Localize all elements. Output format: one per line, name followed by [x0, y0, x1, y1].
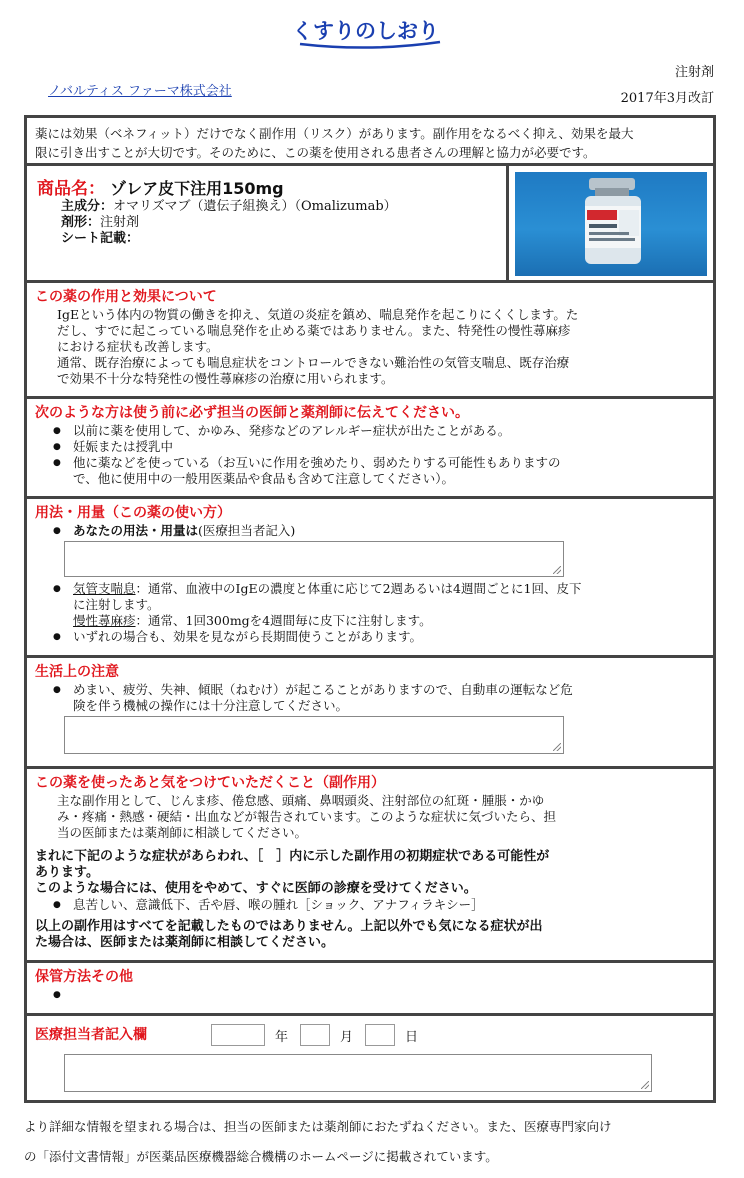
month-label: 月 [340, 1029, 354, 1045]
day-label: 日 [405, 1029, 419, 1045]
leaflet-frame [24, 115, 716, 1103]
list-item [49, 455, 705, 487]
before-use-line: 他に薬などを使っている（お互いに作用を強めたり、弱めたりする可能性もありますの [73, 455, 561, 470]
company-link[interactable]: ノバルティス ファーマ株式会社 [48, 84, 232, 99]
medical-entry-heading: 医療担当者記入欄 [35, 1027, 147, 1043]
effects-text: だし、すでに起こっている喘息発作を止める薬ではありません。また、特発性の慢性蕁麻疹 [57, 323, 571, 338]
side-effects-text: 主な副作用として、じんま疹、倦怠感、頭痛、鼻咽頭炎、注射部位の紅斑・腫脹・かゆ [57, 793, 545, 808]
footer-line: の「添付文書情報」が医薬品医療機器総合機構のホームページに掲載されています。 [24, 1149, 498, 1164]
side-effects-text: 当の医師または薬剤師に相談してください。 [57, 825, 308, 840]
form-value: 注射剤 [100, 215, 140, 230]
urticaria-label: 慢性蕁麻疹 [73, 613, 136, 628]
logo-text: くすりのしおり [292, 19, 439, 43]
product-name: ゾレア皮下注用150mg [110, 179, 284, 198]
dosage-textarea[interactable] [64, 541, 564, 577]
before-use-heading: 次のような方は使う前に必ず担当の医師と薬剤師に伝えてください。 [35, 405, 469, 421]
daily-life-heading: 生活上の注意 [35, 664, 119, 680]
disclaimer-line: 以上の副作用はすべてを記載したものではありません。上記以外でも気になる症状が出 [35, 919, 543, 934]
effects-text: IgEという体内の物質の働きを抑え、気道の炎症を鎮め、喘息発作を起こりにくくします。た [57, 307, 579, 322]
daily-life-line: 険を伴う機械の操作には十分注意してください。 [73, 698, 349, 713]
serious-warning-line: まれに下記のような症状があらわれ、［ ］内に示した副作用の初期症状である可能性が [35, 849, 550, 864]
product-section [27, 166, 713, 283]
intro-line-2: 限に引き出すことが大切です。そのために、この薬を使用される患者さんの理解と協力が必要です。 [35, 145, 596, 160]
serious-warning-line: あります。 [35, 865, 99, 880]
asthma-text: に注射します。 [73, 597, 160, 612]
footer-line: より詳細な情報を望まれる場合は、担当の医師または薬剤師におたずねください。また、医療専門家向け [24, 1119, 612, 1134]
year-label: 年 [275, 1029, 289, 1045]
month-input[interactable] [300, 1024, 330, 1046]
logo-mark [290, 8, 450, 52]
serious-warning-line: このような場合には、使用をやめて、すぐに医師の診療を受けてください。 [35, 881, 477, 896]
dosage-section [27, 499, 713, 658]
list-item [49, 682, 705, 714]
side-effects-text: み・疼痛・熱感・硬結・出血などが報告されています。このような症状に気づいたら、担 [57, 809, 557, 824]
storage-section [27, 963, 713, 1016]
daily-life-section [27, 658, 713, 769]
ingredient-label: 主成分： [61, 199, 114, 214]
list-item: ● 以前に薬を使用して、かゆみ、発疹などのアレルギー症状が出たことがある。 [49, 423, 705, 439]
footer-note [24, 1112, 724, 1172]
your-dosage-note: (医療担当者記入) [198, 523, 296, 538]
day-input[interactable] [365, 1024, 395, 1046]
list-item: ● いずれの場合も、効果を見ながら長期間使うことがあります。 [49, 629, 705, 645]
daily-life-line: めまい、疲労、失神、傾眠（ねむけ）が起こることがありますので、自動車の運転など危 [73, 682, 573, 697]
effects-text: で効果不十分な特発性の慢性蕁麻疹の治療に用いられます。 [57, 371, 394, 386]
asthma-text: ：通常、血液中のIgEの濃度と体重に応じて2週あるいは4週間ごとに1回、皮下 [135, 581, 582, 596]
effects-heading: この薬の作用と効果について [35, 289, 217, 305]
side-effects-heading: この薬を使ったあと気をつけていただくこと（副作用） [35, 775, 385, 791]
ingredient-value: オマリズマブ（遺伝子組換え）（Omalizumab） [113, 199, 397, 214]
effects-text: における症状も改善します。 [57, 339, 219, 354]
product-name-label: 商品名： [37, 179, 105, 199]
list-item [49, 581, 705, 629]
medical-entry-section [27, 1016, 713, 1103]
product-info [27, 166, 509, 280]
product-vial-image [515, 172, 707, 276]
list-item: ● 妊娠または授乳中 [49, 439, 705, 455]
sheet-label: シート記載： [61, 231, 140, 246]
disclaimer-line: た場合は、医師または薬剤師に相談してください。 [35, 935, 335, 950]
effects-section [27, 283, 713, 399]
before-use-section [27, 399, 713, 499]
list-item [49, 523, 705, 539]
form-label: 剤形： [61, 215, 101, 230]
your-dosage-label: あなたの用法・用量は [73, 523, 199, 538]
year-input[interactable] [211, 1024, 265, 1046]
medical-entry-textarea[interactable] [64, 1054, 652, 1092]
list-item: ● 息苦しい、意識低下、舌や唇、喉の腫れ［ショック、アナフィラキシー］ [49, 897, 705, 913]
side-effects-section [27, 769, 713, 963]
header-meta [621, 60, 714, 112]
list-item [49, 987, 705, 1003]
intro-line-1: 薬には効果（ベネフィット）だけでなく副作用（リスク）があります。副作用をなるべく抑え、効果を最大 [35, 126, 634, 141]
asthma-label: 気管支喘息 [73, 581, 136, 596]
kusuri-no-shiori-logo [290, 8, 450, 52]
urticaria-text: ：通常、1回300mgを4週間毎に皮下に注射します。 [135, 613, 432, 628]
intro-section [27, 118, 713, 166]
before-use-line: で、他に使用中の一般用医薬品や食品も含めて注意してください）。 [73, 471, 455, 486]
effects-text: 通常、既存治療によっても喘息症状をコントロールできない難治性の気管支喘息、既存治療 [57, 355, 570, 370]
storage-heading: 保管方法その他 [35, 969, 133, 985]
dosage-form-label: 注射剤 [674, 65, 714, 80]
revision-date: 2017年3月改訂 [620, 91, 714, 106]
daily-life-textarea[interactable] [64, 716, 564, 754]
dosage-heading: 用法・用量（この薬の使い方） [35, 505, 231, 521]
